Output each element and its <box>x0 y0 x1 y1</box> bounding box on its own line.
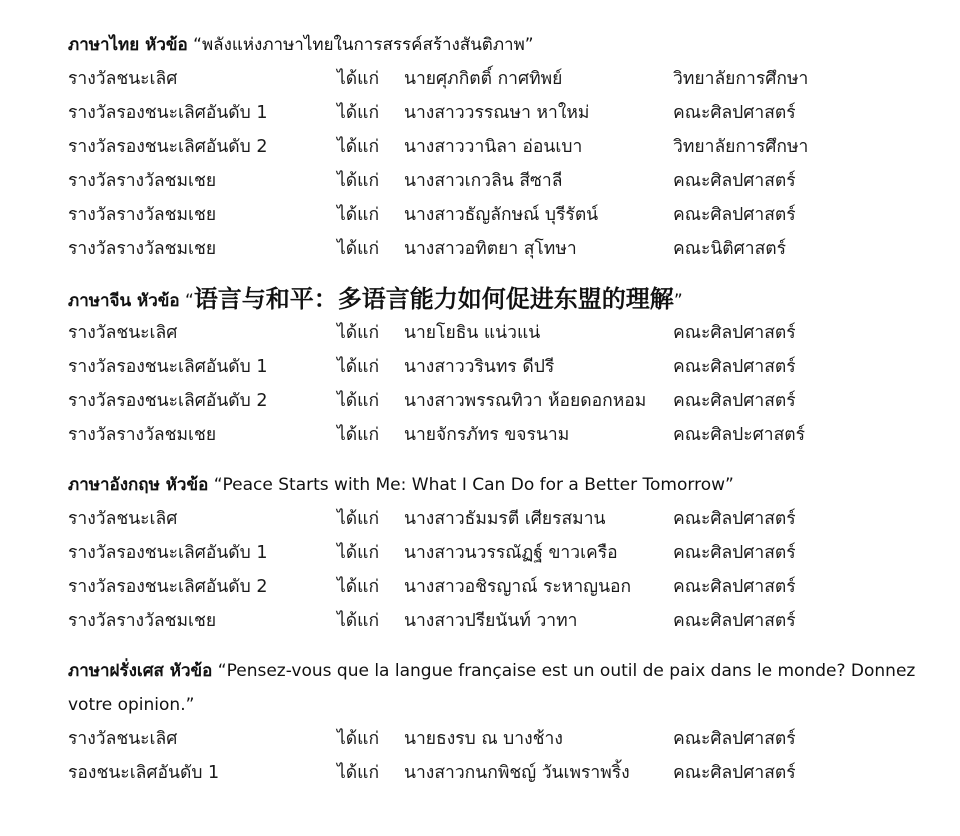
winner-name: นางสาวกนกพิชญ์ วันเพราพริ้ง <box>404 763 630 783</box>
award-title: รองชนะเลิศอันดับ 1 <box>68 763 220 783</box>
section-heading-english <box>68 468 948 502</box>
given-to: ได้แก่ <box>337 205 380 225</box>
faculty: คณะศิลปศาสตร์ <box>673 729 796 749</box>
winner-name: นางสาวพรรณทิวา ห้อยดอกหอม <box>404 391 647 411</box>
winner-name: นางสาวเกวลิน สีซาลี <box>404 171 563 191</box>
award-title: รางวัลรองชนะเลิศอันดับ 1 <box>68 103 268 123</box>
section-heading-thai <box>68 28 948 62</box>
given-to: ได้แก่ <box>337 103 380 123</box>
given-to: ได้แก่ <box>337 69 380 89</box>
award-row <box>68 316 948 350</box>
award-row <box>68 232 948 266</box>
award-title: รางวัลชนะเลิศ <box>68 323 178 343</box>
winner-name: นางสาวนวรรณัฏฐ์ ขาวเครือ <box>404 543 618 563</box>
award-row <box>68 384 948 418</box>
award-row <box>68 198 948 232</box>
given-to: ได้แก่ <box>337 611 380 631</box>
faculty: คณะนิติศาสตร์ <box>673 239 787 259</box>
faculty: คณะศิลปศาสตร์ <box>673 611 796 631</box>
faculty: คณะศิลปศาสตร์ <box>673 205 796 225</box>
award-row <box>68 604 948 638</box>
given-to: ได้แก่ <box>337 509 380 529</box>
award-title: รางวัลรางวัลชมเชย <box>68 205 217 225</box>
award-title: รางวัลรางวัลชมเชย <box>68 611 217 631</box>
faculty: วิทยาลัยการศึกษา <box>673 69 809 89</box>
section-topic-close-quote: ” <box>673 291 683 311</box>
given-to: ได้แก่ <box>337 763 380 783</box>
given-to: ได้แก่ <box>337 577 380 597</box>
award-row <box>68 722 948 756</box>
given-to: ได้แก่ <box>337 171 380 191</box>
award-title: รางวัลรางวัลชมเชย <box>68 425 217 445</box>
faculty: คณะศิลปศาสตร์ <box>673 171 796 191</box>
given-to: ได้แก่ <box>337 323 380 343</box>
winner-name: นางสาววานิลา อ่อนเบา <box>404 137 583 157</box>
section-label: ภาษาฝรั่งเศส หัวข้อ <box>68 661 213 681</box>
award-row <box>68 350 948 384</box>
given-to: ได้แก่ <box>337 239 380 259</box>
given-to: ได้แก่ <box>337 137 380 157</box>
faculty: คณะศิลปศาสตร์ <box>673 763 796 783</box>
faculty: คณะศิลปศาสตร์ <box>673 323 796 343</box>
award-row <box>68 96 948 130</box>
award-title: รางวัลรางวัลชมเชย <box>68 239 217 259</box>
winner-name: นางสาวอชิรญาณ์ ระหาญนอก <box>404 577 632 597</box>
winner-name: นางสาวธัญลักษณ์ บุรีรัตน์ <box>404 205 599 225</box>
section-label: ภาษาไทย หัวข้อ <box>68 35 188 55</box>
section-heading-french <box>68 654 948 722</box>
faculty: คณะศิลปศาสตร์ <box>673 357 796 377</box>
award-title: รางวัลรองชนะเลิศอันดับ 2 <box>68 137 268 157</box>
award-title: รางวัลรองชนะเลิศอันดับ 2 <box>68 391 268 411</box>
award-results-document <box>68 28 948 790</box>
faculty: คณะศิลปศาสตร์ <box>673 103 796 123</box>
faculty: คณะศิลปศาสตร์ <box>673 391 796 411</box>
section-topic-open-quote: “ <box>185 291 194 311</box>
winner-name: นางสาวปรียนันท์ วาทา <box>404 611 578 631</box>
winner-name: นายจักรภัทร ขจรนาม <box>404 425 570 445</box>
award-row <box>68 164 948 198</box>
winner-name: นางสาวธัมมรตี เศียรสมาน <box>404 509 606 529</box>
award-row <box>68 570 948 604</box>
award-row <box>68 502 948 536</box>
faculty: วิทยาลัยการศึกษา <box>673 137 809 157</box>
section-topic: 语言与和平：多语言能力如何促进东盟的理解 <box>193 285 674 313</box>
winner-name: นางสาววรินทร ดีปรี <box>404 357 555 377</box>
award-row <box>68 536 948 570</box>
award-row <box>68 62 948 96</box>
winner-name: นายศุภกิตติ์ กาศทิพย์ <box>404 69 563 89</box>
award-row <box>68 418 948 452</box>
faculty: คณะศิลปศาสตร์ <box>673 577 796 597</box>
section-heading-chinese <box>68 282 948 316</box>
winner-name: นางสาวอทิตยา สุโทษา <box>404 239 577 259</box>
section-label: ภาษาจีน หัวข้อ <box>68 291 180 311</box>
faculty: คณะศิลปศาสตร์ <box>673 543 796 563</box>
given-to: ได้แก่ <box>337 729 380 749</box>
section-topic: “Pensez-vous que la langue française est un outil de paix dans le monde? Donnez votre opinion.” <box>68 661 916 715</box>
award-title: รางวัลชนะเลิศ <box>68 509 178 529</box>
award-title: รางวัลรองชนะเลิศอันดับ 2 <box>68 577 268 597</box>
winner-name: นายธงรบ ณ บางช้าง <box>404 729 563 749</box>
award-title: รางวัลชนะเลิศ <box>68 69 178 89</box>
given-to: ได้แก่ <box>337 391 380 411</box>
award-row <box>68 756 948 790</box>
faculty: คณะศิลปศาสตร์ <box>673 509 796 529</box>
section-topic: “Peace Starts with Me: What I Can Do for a Better Tomorrow” <box>213 475 734 495</box>
given-to: ได้แก่ <box>337 425 380 445</box>
section-topic: “พลังแห่งภาษาไทยในการสรรค์สร้างสันติภาพ” <box>193 35 534 55</box>
winner-name: นายโยธิน แน่วแน่ <box>404 323 541 343</box>
given-to: ได้แก่ <box>337 357 380 377</box>
given-to: ได้แก่ <box>337 543 380 563</box>
award-row <box>68 130 948 164</box>
faculty: คณะศิลปะศาสตร์ <box>673 425 806 445</box>
award-title: รางวัลรองชนะเลิศอันดับ 1 <box>68 357 268 377</box>
award-title: รางวัลชนะเลิศ <box>68 729 178 749</box>
award-title: รางวัลรางวัลชมเชย <box>68 171 217 191</box>
winner-name: นางสาววรรณษา หาใหม่ <box>404 103 590 123</box>
award-title: รางวัลรองชนะเลิศอันดับ 1 <box>68 543 268 563</box>
section-label: ภาษาอังกฤษ หัวข้อ <box>68 475 209 495</box>
